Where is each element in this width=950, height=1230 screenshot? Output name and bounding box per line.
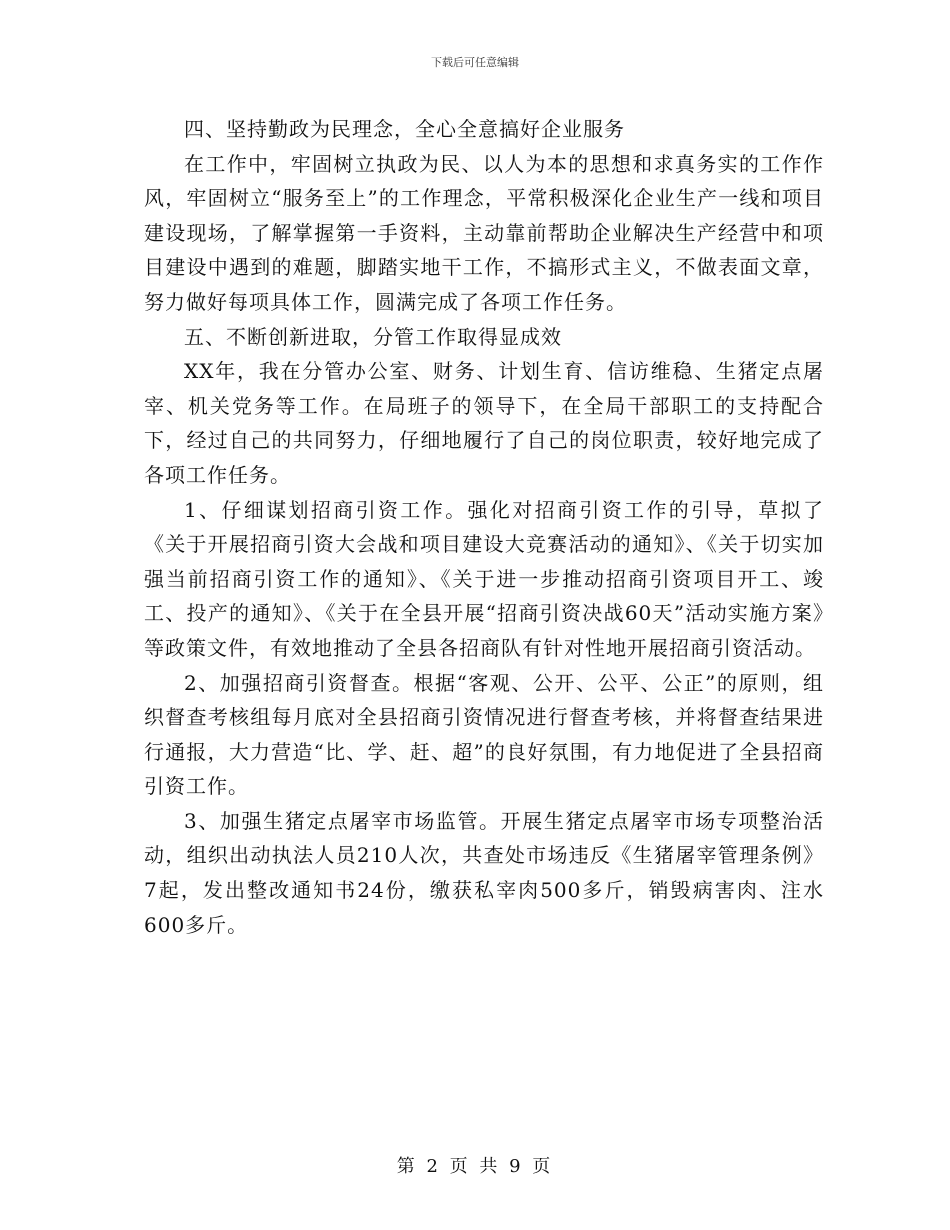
list-item-1: 1、仔细谋划招商引资工作。强化对招商引资工作的引导，草拟了《关于开展招商引资大会战和项目建设大竞赛活动的通知》、《关于切实加强当前招商引资工作的通知》、《关于进一步推动招商引资项目开工、竣工、投产的通知》、《关于在全县开展“招商引资决战60天”活动实施方案》等政策文件，有效地推动了全县各招商队有针对性地开展招商引资活动。 xyxy=(144,497,824,660)
page-header: 下载后可任意编辑 xyxy=(431,56,519,69)
section-heading-5: 五、不断创新进取，分管工作取得显成效 xyxy=(184,324,562,349)
body-paragraph: 在工作中，牢固树立执政为民、以人为本的思想和求真务实的工作作风，牢固树立“服务至上”的工作理念，平常积极深化企业生产一线和项目建设现场，了解掌握第一手资料，主动靠前帮助企业解决生产经营中和项目建设中遇到的难题，脚踏实地干工作，不搞形式主义，不做表面文章，努力做好每项具体工作，圆满完成了各项工作任务。 xyxy=(144,151,824,314)
section-heading-4: 四、坚持勤政为民理念，全心全意搞好企业服务 xyxy=(184,117,625,141)
list-item-3: 3、加强生猪定点屠宰市场监管。开展生猪定点屠宰市场专项整治活动，组织出动执法人员210人次，共查处市场违反《生猪屠宰管理条例》7起，发出整改通知书24份，缴获私宰肉500多斤，销毁病害肉、注水600多斤。 xyxy=(144,808,824,937)
document-body xyxy=(144,112,824,942)
page-number-footer: 第 2 页 共 9 页 xyxy=(396,1156,554,1177)
body-paragraph: XX年，我在分管办公室、财务、计划生育、信访维稳、生猪定点屠宰、机关党务等工作。在局班子的领导下，在全局干部职工的支持配合下，经过自己的共同努力，仔细地履行了自己的岗位职责，较好地完成了各项工作任务。 xyxy=(144,359,824,487)
list-item-2: 2、加强招商引资督查。根据“客观、公开、公平、公正”的原则，组织督查考核组每月底对全县招商引资情况进行督查考核，并将督查结果进行通报，大力营造“比、学、赶、超”的良好氛围，有力地促进了全县招商引资工作。 xyxy=(144,670,824,799)
